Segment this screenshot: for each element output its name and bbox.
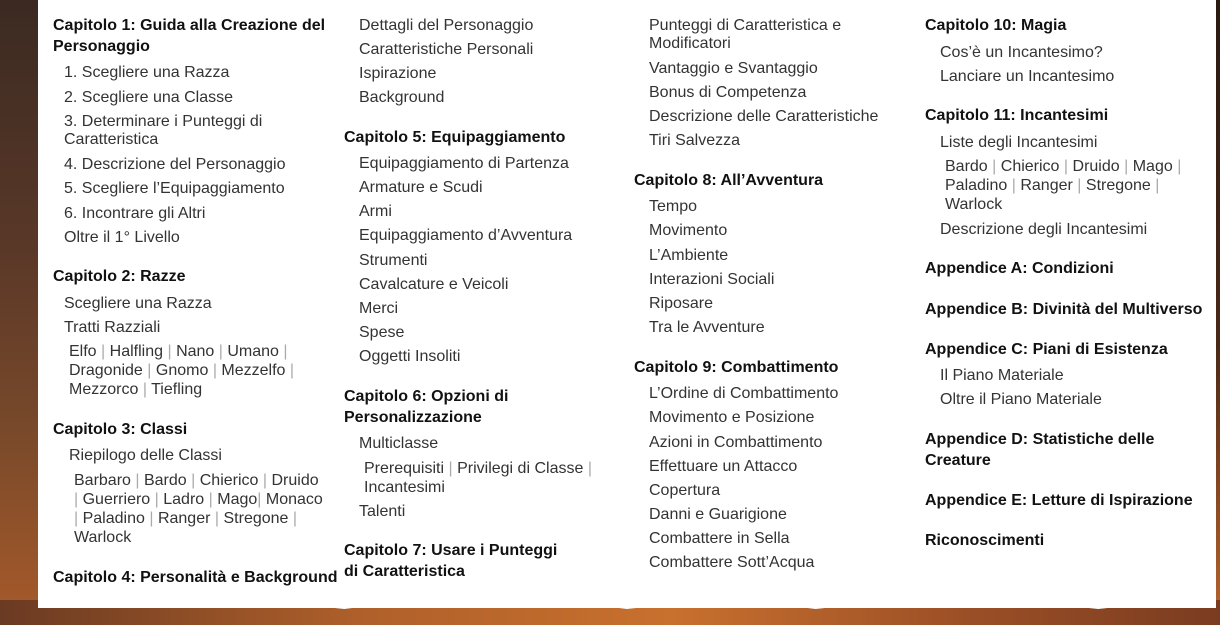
class-link[interactable]: Warlock — [945, 196, 1003, 213]
toc-link[interactable]: Descrizione degli Incantesimi — [940, 221, 1148, 238]
toc-link[interactable]: Riposare — [649, 295, 714, 312]
toc-link[interactable]: Tratti Razziali — [64, 319, 161, 336]
toc-link[interactable]: Danni e Guarigione — [649, 506, 787, 523]
toc-link[interactable]: 4. Descrizione del Personaggio — [64, 156, 286, 173]
toc-sub-link[interactable]: Incantesimi — [364, 479, 445, 496]
toc-link[interactable]: Ispirazione — [359, 65, 437, 82]
toc-link[interactable]: Azioni in Combattimento — [649, 434, 823, 451]
race-link[interactable]: Nano — [176, 343, 215, 360]
appendix-e-link[interactable]: Appendice E: Letture di Ispirazione — [925, 492, 1193, 509]
credits-link[interactable]: Riconoscimenti — [925, 532, 1045, 549]
class-link[interactable]: Warlock — [74, 529, 132, 546]
toc-link[interactable]: Descrizione delle Caratteristiche — [649, 108, 879, 125]
chapter-7-link[interactable]: Capitolo 7: Usare i Punteggi di Caratteristica — [344, 542, 558, 580]
toc-link[interactable]: Riepilogo delle Classi — [69, 447, 222, 464]
toc-link[interactable]: Lanciare un Incantesimo — [940, 68, 1115, 85]
class-link[interactable]: Druido — [271, 472, 319, 489]
race-link[interactable]: Tiefling — [151, 381, 203, 398]
toc-link[interactable]: Bonus di Competenza — [649, 84, 807, 101]
toc-link[interactable]: Spese — [359, 324, 405, 341]
class-list: Barbaro | Bardo | Chierico | Druido | Guerriero | Ladro | Mago| Monaco | Paladino | Ranger | Stregone | Warlock — [74, 472, 323, 546]
appendix-d-link[interactable]: Appendice D: Statistiche delle Creature — [925, 431, 1155, 469]
toc-link[interactable]: L’Ambiente — [649, 247, 729, 264]
toc-link[interactable]: Equipaggiamento d’Avventura — [359, 227, 573, 244]
toc-link[interactable]: Copertura — [649, 482, 721, 499]
chapter-5-link[interactable]: Capitolo 5: Equipaggiamento — [344, 129, 566, 146]
toc-link[interactable]: Vantaggio e Svantaggio — [649, 60, 818, 77]
toc-link[interactable]: Equipaggiamento di Partenza — [359, 155, 569, 172]
chapter-1-link[interactable]: Capitolo 1: Guida alla Creazione del Personaggio — [53, 17, 326, 55]
race-link[interactable]: Mezzorco — [69, 381, 139, 398]
toc-link[interactable]: 5. Scegliere l’Equipaggiamento — [64, 180, 285, 197]
class-link[interactable]: Chierico — [199, 472, 259, 489]
appendix-b-link[interactable]: Appendice B: Divinità del Multiverso — [925, 301, 1203, 318]
toc-link[interactable]: Movimento — [649, 222, 728, 239]
chapter-8-link[interactable]: Capitolo 8: All’Avventura — [634, 172, 824, 189]
class-link[interactable]: Stregone — [223, 510, 289, 527]
class-link[interactable]: Barbaro — [74, 472, 131, 489]
class-link[interactable]: Ladro — [163, 491, 205, 508]
toc-link[interactable]: Oggetti Insoliti — [359, 348, 461, 365]
class-link[interactable]: Stregone — [1085, 177, 1151, 194]
toc-link[interactable]: 6. Incontrare gli Altri — [64, 205, 206, 222]
class-link[interactable]: Bardo — [143, 472, 187, 489]
toc-link[interactable]: 2. Scegliere una Classe — [64, 89, 233, 106]
toc-link[interactable]: Strumenti — [359, 252, 428, 269]
toc-link[interactable]: Tempo — [649, 198, 698, 215]
background-art-left — [0, 0, 40, 625]
class-link[interactable]: Chierico — [1000, 158, 1060, 175]
toc-link[interactable]: Dettagli del Personaggio — [359, 17, 534, 34]
race-link[interactable]: Gnomo — [155, 362, 209, 379]
toc-link[interactable]: Combattere Sott’Acqua — [649, 554, 815, 571]
appendix-c-link[interactable]: Appendice C: Piani di Esistenza — [925, 341, 1168, 358]
toc-link[interactable]: Oltre il Piano Materiale — [940, 391, 1102, 408]
chapter-4-link[interactable]: Capitolo 4: Personalità e Background — [53, 569, 338, 586]
race-link[interactable]: Umano — [227, 343, 279, 360]
toc-link[interactable]: Punteggi di Caratteristica e Modificatori — [649, 17, 842, 52]
class-link[interactable]: Monaco — [265, 491, 323, 508]
toc-link[interactable]: 3. Determinare i Punteggi di Caratteristica — [64, 113, 263, 148]
toc-link[interactable]: Il Piano Materiale — [940, 367, 1064, 384]
toc-link[interactable]: Background — [359, 89, 445, 106]
toc-link[interactable]: Multiclasse — [359, 435, 439, 452]
chapter-2-link[interactable]: Capitolo 2: Razze — [53, 268, 186, 285]
toc-link[interactable]: Cavalcature e Veicoli — [359, 276, 509, 293]
toc-link[interactable]: Combattere in Sella — [649, 530, 790, 547]
toc-sub-link[interactable]: Prerequisiti — [364, 460, 445, 477]
class-link[interactable]: Guerriero — [82, 491, 151, 508]
class-link[interactable]: Mago — [1132, 158, 1173, 175]
race-link[interactable]: Mezzelfo — [221, 362, 286, 379]
spell-class-list: Bardo | Chierico | Druido | Mago | Paladino | Ranger | Stregone | Warlock — [945, 158, 1182, 213]
toc-link[interactable]: Tiri Salvezza — [649, 132, 740, 149]
toc-link[interactable]: Merci — [359, 300, 399, 317]
toc-link[interactable]: Liste degli Incantesimi — [940, 134, 1098, 151]
class-link[interactable]: Ranger — [157, 510, 211, 527]
multiclass-sub-list: Prerequisiti | Privilegi di Classe | Incantesimi — [364, 460, 592, 496]
toc-link[interactable]: Talenti — [359, 503, 406, 520]
toc-link[interactable]: Tra le Avventure — [649, 319, 765, 336]
toc-link[interactable]: Armature e Scudi — [359, 179, 483, 196]
race-link[interactable]: Elfo — [69, 343, 97, 360]
race-link[interactable]: Halfling — [109, 343, 163, 360]
toc-link[interactable]: Movimento e Posizione — [649, 409, 815, 426]
toc-link[interactable]: Effettuare un Attacco — [649, 458, 798, 475]
chapter-9-link[interactable]: Capitolo 9: Combattimento — [634, 359, 839, 376]
toc-link[interactable]: Cos’è un Incantesimo? — [940, 44, 1103, 61]
toc-link[interactable]: Caratteristiche Personali — [359, 41, 534, 58]
toc-link[interactable]: Armi — [359, 203, 392, 220]
toc-link[interactable]: Oltre il 1° Livello — [64, 229, 180, 246]
race-list: Elfo | Halfling | Nano | Umano | Dragonide | Gnomo | Mezzelfo | Mezzorco | Tiefling — [69, 343, 295, 398]
chapter-11-link[interactable]: Capitolo 11: Incantesimi — [925, 107, 1109, 124]
toc-link[interactable]: Scegliere una Razza — [64, 295, 212, 312]
class-link[interactable]: Ranger — [1020, 177, 1073, 194]
class-link[interactable]: Bardo — [945, 158, 988, 175]
race-link[interactable]: Dragonide — [69, 362, 143, 379]
chapter-3-link[interactable]: Capitolo 3: Classi — [53, 421, 188, 438]
class-link[interactable]: Mago — [217, 491, 258, 508]
toc-sub-link[interactable]: Privilegi di Classe — [457, 460, 584, 477]
toc-link[interactable]: L’Ordine di Combattimento — [649, 385, 839, 402]
toc-link[interactable]: Interazioni Sociali — [649, 271, 775, 288]
appendix-a-link[interactable]: Appendice A: Condizioni — [925, 260, 1114, 277]
class-link[interactable]: Paladino — [82, 510, 145, 527]
class-link[interactable]: Paladino — [945, 177, 1008, 194]
class-link[interactable]: Druido — [1072, 158, 1120, 175]
toc-link[interactable]: 1. Scegliere una Razza — [64, 64, 230, 81]
chapter-6-link[interactable]: Capitolo 6: Opzioni di Personalizzazione — [344, 388, 509, 426]
chapter-10-link[interactable]: Capitolo 10: Magia — [925, 17, 1067, 34]
